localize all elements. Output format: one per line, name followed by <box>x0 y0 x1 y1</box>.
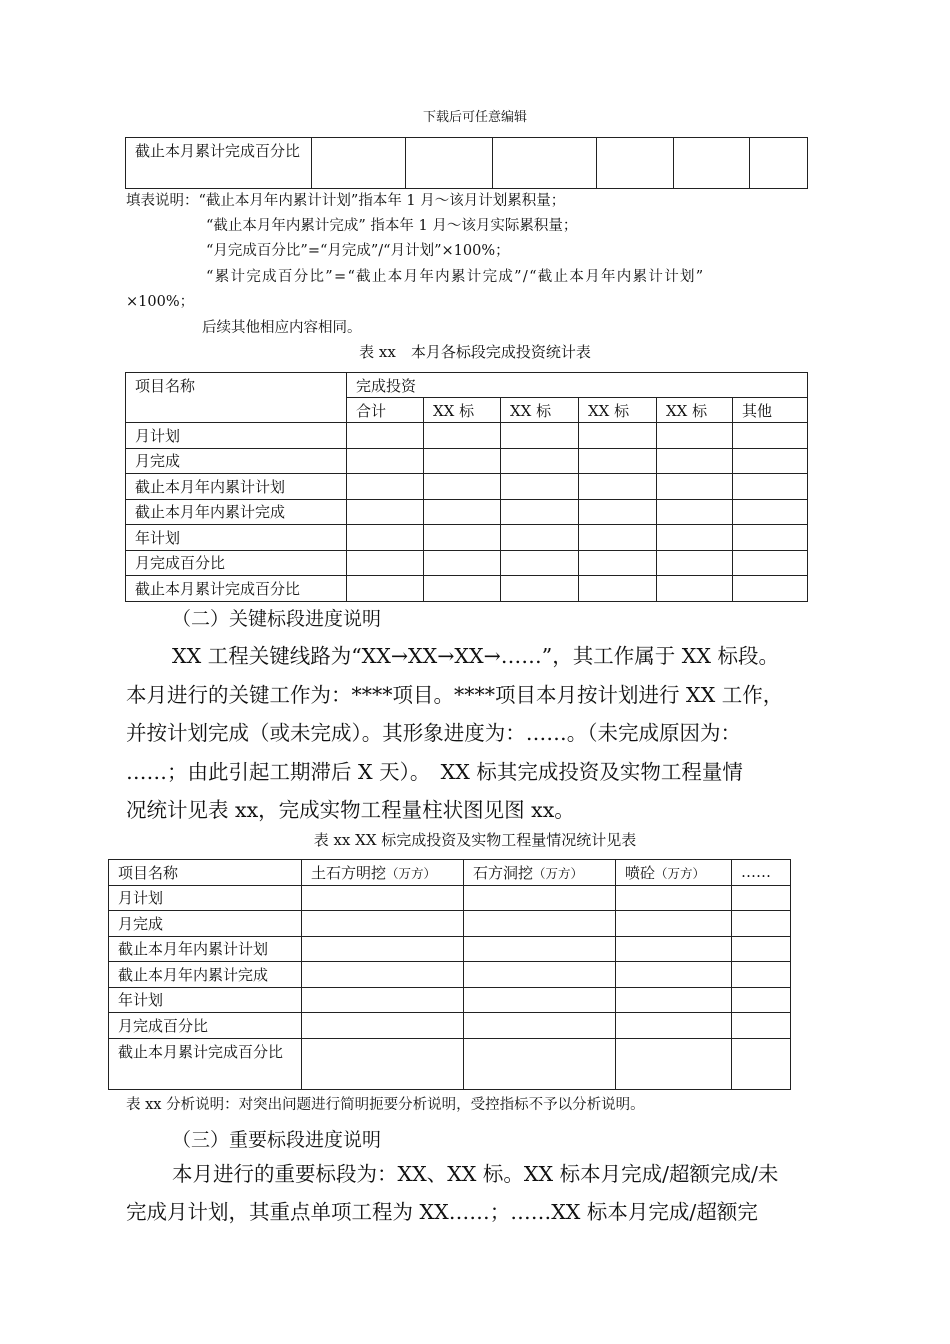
section3-line: 完成月计划，其重点单项工程为 XX……；……XX 标本月完成/超额完 <box>126 1200 758 1224</box>
fill-note-line: 后续其他相应内容相同。 <box>202 320 362 336</box>
fill-note-line: 填表说明：“截止本月年内累计计划”指本年 1 月～该月计划累积量； <box>126 193 566 209</box>
table-cell <box>312 138 406 189</box>
row-label: 截止本月年内累计完成 <box>126 499 347 525</box>
table-row <box>126 576 808 602</box>
row-label: 截止本月年内累计完成 <box>109 962 302 988</box>
table-row <box>109 1013 791 1039</box>
row-label: 月完成 <box>126 448 347 474</box>
row-label: 截止本月年内累计计划 <box>109 936 302 962</box>
table-row <box>126 499 808 525</box>
table-row <box>126 525 808 551</box>
column-header-earth-rock-excavation: 土石方明挖（万方） <box>302 860 464 886</box>
top-table-fragment <box>125 137 808 189</box>
table-cell <box>750 138 808 189</box>
section2-line: ……；由此引起工期滞后 X 天）。 XX 标其完成投资及实物工程量情 <box>126 760 743 784</box>
section2-line: 并按计划完成（或未完成）。其形象进度为：……。（未完成原因为： <box>126 721 741 745</box>
row-label: 月完成百分比 <box>109 1013 302 1039</box>
section2-line: 况统计见表 xx，完成实物工程量柱状图见图 xx。 <box>126 798 575 822</box>
fill-note-line: “累计完成百分比”=“截止本月年内累计完成”/“截止本月年内累计计划” <box>206 269 705 285</box>
table-cell <box>406 138 493 189</box>
sub-header: XX 标 <box>424 398 501 423</box>
table-row <box>126 474 808 500</box>
table-row <box>126 448 808 474</box>
table-row <box>126 550 808 576</box>
table1-caption: 表 xx 本月各标段完成投资统计表 <box>359 343 591 361</box>
section3-heading: （三）重要标段进度说明 <box>172 1129 382 1151</box>
page-header-note: 下载后可任意编辑 <box>422 110 527 125</box>
sub-header: XX 标 <box>579 398 657 423</box>
fill-note-line: “截止本月年内累计完成” 指本年 1 月～该月实际累积量； <box>206 218 578 234</box>
row-label: 月计划 <box>126 423 347 449</box>
table2-caption: 表 xx XX 标完成投资及实物工程量情况统计见表 <box>313 831 637 849</box>
column-header-shotcrete: 喷砼（万方） <box>616 860 732 886</box>
table-row <box>109 1038 791 1089</box>
table-cell <box>597 138 674 189</box>
column-header-completed-investment: 完成投资 <box>347 373 808 398</box>
table-row <box>126 423 808 449</box>
section2-line: 本月进行的关键工作为：****项目。****项目本月按计划进行 XX 工作， <box>126 683 784 707</box>
row-label: 截止本月年内累计计划 <box>126 474 347 500</box>
row-label: 月完成 <box>109 911 302 937</box>
section2-line: XX 工程关键线路为“XX→XX→XX→……”，其工作属于 XX 标段。 <box>172 644 779 668</box>
row-label: 截止本月累计完成百分比 <box>126 576 347 602</box>
section3-line: 本月进行的重要标段为：XX、XX 标。XX 标本月完成/超额完成/未 <box>172 1162 779 1186</box>
table-row <box>109 987 791 1013</box>
row-label: 年计划 <box>126 525 347 551</box>
table-row <box>109 911 791 937</box>
fill-note-line: ×100%； <box>126 294 195 310</box>
table-cell <box>493 138 597 189</box>
sub-header: 其他 <box>733 398 808 423</box>
column-header-ellipsis: …… <box>732 860 791 886</box>
table-row <box>109 885 791 911</box>
table2-note: 表 xx 分析说明：对突出问题进行简明扼要分析说明，受控指标不予以分析说明。 <box>126 1097 645 1113</box>
sub-header: XX 标 <box>501 398 579 423</box>
column-header-rock-tunnel-excavation: 石方洞挖（万方） <box>464 860 616 886</box>
column-header-project-name: 项目名称 <box>109 860 302 886</box>
row-label: 年计划 <box>109 987 302 1013</box>
row-label: 月完成百分比 <box>126 550 347 576</box>
investment-table <box>125 372 808 602</box>
fill-note-line: “月完成百分比”=“月完成”/“月计划”×100%； <box>206 243 510 259</box>
sub-header: 合计 <box>347 398 424 423</box>
sub-header: XX 标 <box>657 398 733 423</box>
row-label: 月计划 <box>109 885 302 911</box>
table-row <box>109 962 791 988</box>
table-cell <box>674 138 750 189</box>
row-label: 截止本月累计完成百分比 <box>109 1038 302 1089</box>
row-label-cumulative-percent: 截止本月累计完成百分比 <box>126 138 312 189</box>
column-header-project-name: 项目名称 <box>126 373 347 423</box>
section2-heading: （二）关键标段进度说明 <box>172 608 382 630</box>
physical-quantity-table <box>108 859 791 1090</box>
table-row <box>109 936 791 962</box>
